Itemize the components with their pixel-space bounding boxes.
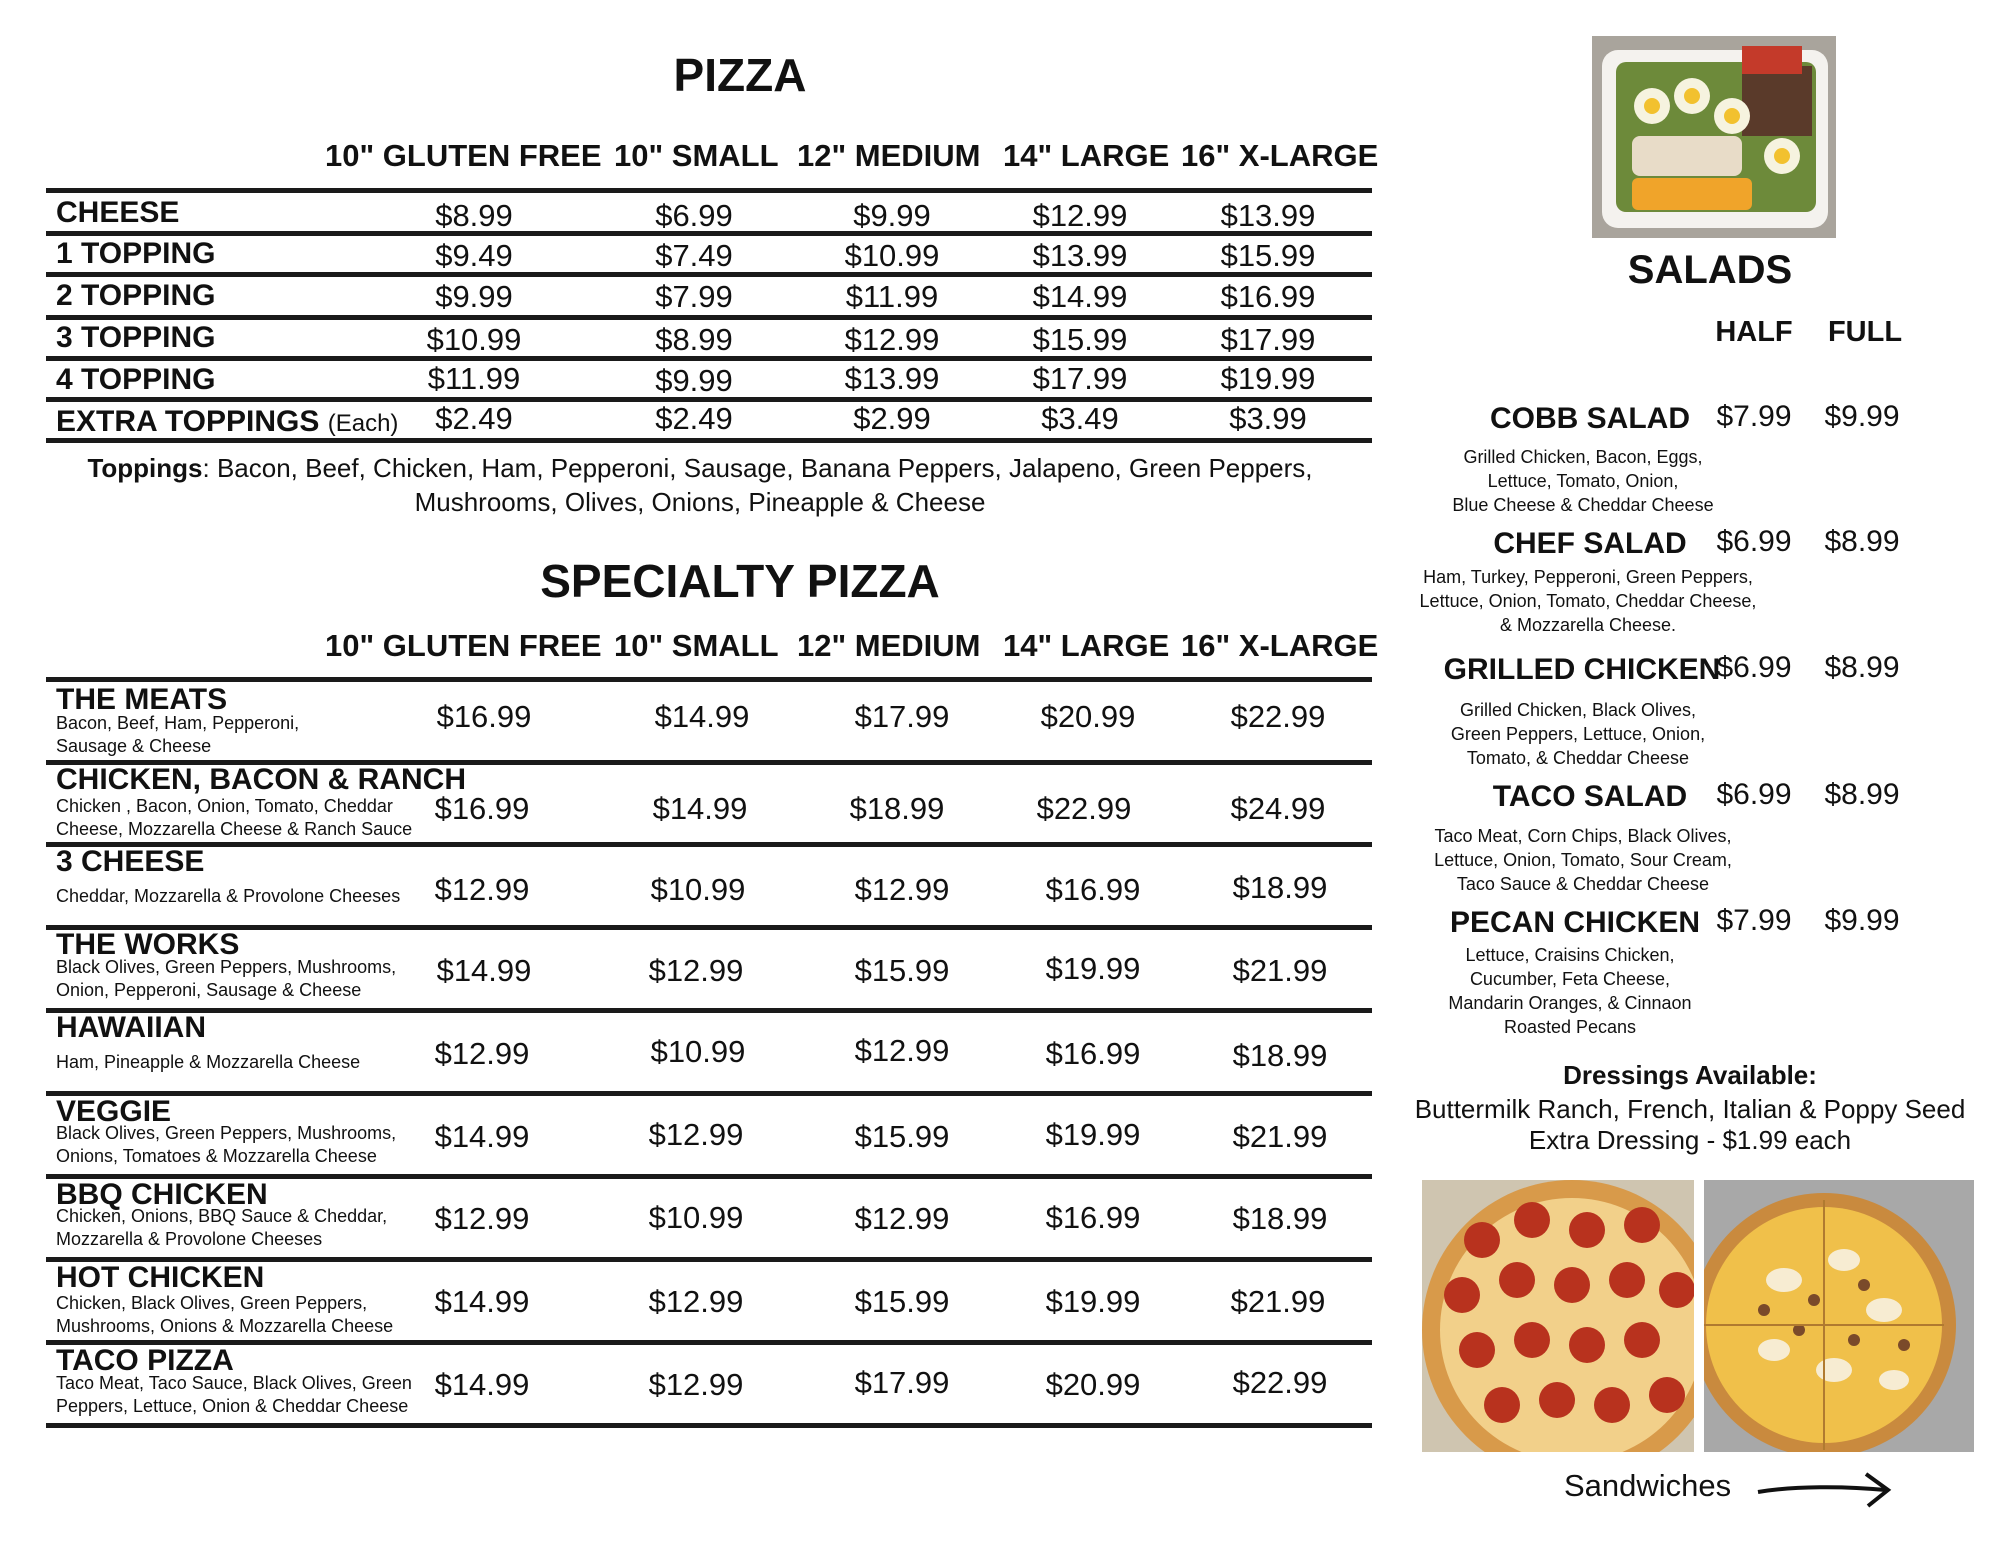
- pizza-price: $8.99: [435, 198, 513, 233]
- desc-line: Onions, Tomatoes & Mozzarella Cheese: [56, 1146, 377, 1166]
- desc-line: Bacon, Beef, Ham, Pepperoni,: [56, 713, 300, 733]
- pizza-price: $8.99: [655, 322, 733, 357]
- pizza-row-label-extra: [56, 405, 398, 439]
- pizza-price: $9.49: [435, 238, 513, 273]
- salad-half-price: $7.99: [1716, 400, 1792, 433]
- pizza-price: $13.99: [1032, 238, 1128, 273]
- salad-name: CHEF SALAD: [1493, 527, 1687, 560]
- desc-line: Black Olives, Green Peppers, Mushrooms,: [56, 957, 397, 977]
- specialty-price: $14.99: [652, 791, 748, 826]
- desc-line: Mozzarella & Provolone Cheeses: [56, 1229, 323, 1249]
- desc-line: Roasted Pecans: [1503, 1017, 1637, 1037]
- desc-line: Sausage & Cheese: [56, 736, 212, 756]
- pizza-price: $13.99: [1220, 198, 1316, 233]
- desc-line: Grilled Chicken, Bacon, Eggs,: [1463, 447, 1703, 467]
- pizza-title: PIZZA: [673, 49, 807, 101]
- next-page-label: Sandwiches: [1564, 1468, 1732, 1503]
- pizza-price: $2.99: [853, 401, 931, 436]
- specialty-rule: [46, 1091, 1372, 1096]
- pizza-price: $6.99: [655, 198, 733, 233]
- salad-name: GRILLED CHICKEN: [1443, 653, 1721, 686]
- specialty-price: $12.99: [854, 1201, 950, 1236]
- specialty-name: HOT CHICKEN: [56, 1261, 265, 1294]
- salad-half-price: $7.99: [1716, 904, 1792, 937]
- desc-line: Taco Sauce & Cheddar Cheese: [1456, 874, 1710, 894]
- specialty-price: $21.99: [1232, 1119, 1328, 1154]
- specialty-title: SPECIALTY PIZZA: [540, 555, 940, 607]
- specialty-price: $24.99: [1230, 791, 1326, 826]
- pizza-price: $13.99: [844, 361, 940, 396]
- pizza-row-label: 2 TOPPING: [56, 279, 216, 312]
- pizza-price: $3.99: [1229, 401, 1307, 436]
- desc-line: Grilled Chicken, Black Olives,: [1459, 700, 1697, 720]
- size-header-gluten-free: 10" GLUTEN FREE: [325, 628, 602, 663]
- specialty-price: $12.99: [648, 953, 744, 988]
- specialty-price: $19.99: [1045, 951, 1141, 986]
- specialty-name: BBQ CHICKEN: [56, 1178, 268, 1211]
- salad-desc: [1408, 824, 1758, 896]
- specialty-price: $12.99: [648, 1367, 744, 1402]
- salad-desc: [1408, 565, 1768, 637]
- pizza-price: $10.99: [426, 322, 522, 357]
- salad-desc: [1413, 445, 1753, 517]
- pizza-price: $19.99: [1220, 361, 1316, 396]
- size-header-xlarge: 16" X-LARGE: [1181, 628, 1379, 663]
- specialty-name: HAWAIIAN: [56, 1011, 206, 1044]
- specialty-desc: [56, 1205, 436, 1251]
- pizza-price: $15.99: [1220, 238, 1316, 273]
- salad-full-price: $8.99: [1824, 525, 1900, 558]
- specialty-price: $12.99: [854, 1033, 950, 1068]
- pizza-row-label: 1 TOPPING: [56, 237, 216, 270]
- specialty-rule-top: [46, 677, 1372, 682]
- specialty-price: $10.99: [650, 872, 746, 907]
- specialty-name: THE WORKS: [56, 928, 240, 961]
- specialty-price: $16.99: [436, 699, 532, 734]
- specialty-desc: [56, 1122, 436, 1168]
- salad-name: COBB SALAD: [1490, 402, 1690, 435]
- specialty-price: $12.99: [434, 1036, 530, 1071]
- desc-line: Onion, Pepperoni, Sausage & Cheese: [56, 980, 362, 1000]
- specialty-desc: [56, 956, 436, 1002]
- pizza-price: $9.99: [435, 279, 513, 314]
- salad-half-price: $6.99: [1716, 778, 1792, 811]
- specialty-price: $15.99: [854, 1284, 950, 1319]
- pizza-price: $12.99: [1032, 198, 1128, 233]
- pizza-row-label: 3 TOPPING: [56, 321, 216, 354]
- pizza-price: $9.99: [853, 198, 931, 233]
- specialty-desc: [56, 1051, 436, 1074]
- desc-line: Chicken, Onions, BBQ Sauce & Cheddar,: [56, 1206, 388, 1226]
- specialty-price: $14.99: [434, 1367, 530, 1402]
- pizza-price: $11.99: [845, 279, 939, 314]
- size-header-gluten-free: 10" GLUTEN FREE: [325, 138, 602, 173]
- pizza-price: $2.49: [435, 401, 513, 436]
- specialty-price: $21.99: [1232, 953, 1328, 988]
- specialty-rule: [46, 842, 1372, 847]
- desc-line: Cheese, Mozzarella Cheese & Ranch Sauce: [56, 819, 413, 839]
- toppings-label: Toppings: [87, 453, 203, 483]
- specialty-price: $20.99: [1045, 1367, 1141, 1402]
- salad-half-price: $6.99: [1716, 525, 1792, 558]
- specialty-price: $16.99: [434, 791, 530, 826]
- desc-line: Taco Meat, Corn Chips, Black Olives,: [1434, 826, 1732, 846]
- pizza-price: $12.99: [844, 322, 940, 357]
- desc-line: Cucumber, Feta Cheese,: [1469, 969, 1671, 989]
- specialty-rule: [46, 925, 1372, 930]
- specialty-name: CHICKEN, BACON & RANCH: [56, 763, 466, 796]
- desc-line: Taco Meat, Taco Sauce, Black Olives, Green: [56, 1373, 412, 1393]
- specialty-price: $18.99: [1232, 870, 1328, 905]
- desc-line: Mushrooms, Onions & Mozzarella Cheese: [56, 1316, 394, 1336]
- specialty-price: $14.99: [654, 699, 750, 734]
- desc-line: Black Olives, Green Peppers, Mushrooms,: [56, 1123, 397, 1143]
- specialty-price: $14.99: [434, 1284, 530, 1319]
- specialty-price: $22.99: [1230, 699, 1326, 734]
- size-header-xlarge: 16" X-LARGE: [1181, 138, 1379, 173]
- pizza-price: $9.99: [655, 363, 733, 398]
- size-header-small: 10" SMALL: [614, 138, 779, 173]
- next-page-link[interactable]: [1564, 1468, 1731, 1504]
- size-header-small: 10" SMALL: [614, 628, 779, 663]
- specialty-price: $18.99: [1232, 1201, 1328, 1236]
- dressings-line-2: Extra Dressing - $1.99 each: [1528, 1125, 1852, 1155]
- specialty-name: VEGGIE: [56, 1095, 172, 1128]
- desc-line: Lettuce, Onion, Tomato, Sour Cream,: [1434, 850, 1732, 870]
- salad-desc: [1408, 698, 1748, 770]
- specialty-price: $12.99: [648, 1117, 744, 1152]
- specialty-price: $12.99: [434, 872, 530, 907]
- desc-line: Tomato, & Cheddar Cheese: [1466, 748, 1690, 768]
- specialty-price: $16.99: [1045, 1200, 1141, 1235]
- dressings-list: [1390, 1094, 1990, 1156]
- specialty-price: $18.99: [849, 791, 945, 826]
- chicken-pizza-photo: [1704, 1180, 1974, 1452]
- specialty-price: $14.99: [434, 1119, 530, 1154]
- pizza-price: $14.99: [1032, 279, 1128, 314]
- specialty-price: $12.99: [434, 1201, 530, 1236]
- desc-line: Mandarin Oranges, & Cinnaon: [1448, 993, 1692, 1013]
- toppings-line-1: [60, 451, 1340, 485]
- specialty-price: $12.99: [648, 1284, 744, 1319]
- specialty-name: THE MEATS: [56, 683, 228, 716]
- pizza-price: $7.99: [655, 279, 733, 314]
- chicken-pizza-icon: [1704, 1180, 1974, 1452]
- salad-full-header: FULL: [1827, 316, 1903, 348]
- desc-line: Chicken, Black Olives, Green Peppers,: [56, 1293, 368, 1313]
- specialty-price: $18.99: [1232, 1038, 1328, 1073]
- desc-line: Lettuce, Onion, Tomato, Cheddar Cheese,: [1419, 591, 1757, 611]
- pizza-price: $17.99: [1032, 361, 1128, 396]
- salads-title: SALADS: [1627, 248, 1793, 292]
- size-header-large: 14" LARGE: [1003, 138, 1170, 173]
- pizza-row-label: CHEESE: [56, 196, 180, 229]
- size-header-medium: 12" MEDIUM: [797, 138, 981, 173]
- cobb-salad-photo: [1592, 36, 1836, 238]
- salad-desc: [1410, 943, 1730, 1039]
- salad-half-header: HALF: [1715, 316, 1793, 348]
- specialty-price: $10.99: [648, 1200, 744, 1235]
- specialty-price: $17.99: [854, 699, 950, 734]
- pepperoni-pizza-icon: [1422, 1180, 1694, 1452]
- desc-line: Ham, Turkey, Pepperoni, Green Peppers,: [1423, 567, 1753, 587]
- salad-full-price: $8.99: [1824, 778, 1900, 811]
- pizza-price: $11.99: [427, 361, 521, 396]
- salad-full-price: $9.99: [1824, 400, 1900, 433]
- specialty-price: $17.99: [854, 1365, 950, 1400]
- pepperoni-pizza-photo: [1422, 1180, 1694, 1452]
- salad-full-price: $9.99: [1824, 904, 1900, 937]
- pizza-price: $3.49: [1041, 401, 1119, 436]
- pizza-price: $10.99: [844, 238, 940, 273]
- pizza-price: $17.99: [1220, 322, 1316, 357]
- specialty-price: $16.99: [1045, 872, 1141, 907]
- specialty-price: $22.99: [1232, 1365, 1328, 1400]
- pizza-price: $16.99: [1220, 279, 1316, 314]
- desc-line: Ham, Pineapple & Mozzarella Cheese: [56, 1052, 361, 1072]
- desc-line: & Mozzarella Cheese.: [1499, 615, 1677, 635]
- specialty-rule: [46, 1008, 1372, 1013]
- specialty-price: $20.99: [1040, 699, 1136, 734]
- toppings-list: [60, 451, 1340, 519]
- toppings-line-2: Mushrooms, Olives, Onions, Pineapple & Cheese: [414, 487, 986, 517]
- specialty-name: TACO PIZZA: [56, 1344, 234, 1377]
- specialty-price: $15.99: [854, 953, 950, 988]
- salad-photo-icon: [1592, 36, 1836, 238]
- desc-line: Chicken , Bacon, Onion, Tomato, Cheddar: [56, 796, 393, 816]
- size-header-large: 14" LARGE: [1003, 628, 1170, 663]
- specialty-name: 3 CHEESE: [56, 845, 205, 878]
- arrow-right-icon: [1754, 1470, 1894, 1510]
- specialty-price: $14.99: [436, 953, 532, 988]
- specialty-rule: [46, 1340, 1372, 1345]
- specialty-price: $19.99: [1045, 1117, 1141, 1152]
- specialty-price: $19.99: [1045, 1284, 1141, 1319]
- extra-toppings-label: EXTRA TOPPINGS: [56, 405, 320, 438]
- pizza-rule: [46, 315, 1372, 320]
- specialty-price: $21.99: [1230, 1284, 1326, 1319]
- pizza-price: $15.99: [1032, 322, 1128, 357]
- size-header-medium: 12" MEDIUM: [797, 628, 981, 663]
- salad-name: PECAN CHICKEN: [1449, 906, 1701, 939]
- specialty-price: $22.99: [1036, 791, 1132, 826]
- specialty-desc: [56, 712, 436, 758]
- salad-name: TACO SALAD: [1492, 780, 1688, 813]
- specialty-rule-bottom: [46, 1423, 1372, 1428]
- desc-line: Green Peppers, Lettuce, Onion,: [1450, 724, 1706, 744]
- specialty-price: $12.99: [854, 872, 950, 907]
- specialty-price: $15.99: [854, 1119, 950, 1154]
- desc-line: Blue Cheese & Cheddar Cheese: [1452, 495, 1714, 515]
- pizza-price: $7.49: [655, 238, 733, 273]
- pizza-row-label: 4 TOPPING: [56, 363, 216, 396]
- pizza-price: $2.49: [655, 401, 733, 436]
- desc-line: Lettuce, Tomato, Onion,: [1487, 471, 1679, 491]
- specialty-price: $10.99: [650, 1034, 746, 1069]
- desc-line: Cheddar, Mozzarella & Provolone Cheeses: [56, 886, 401, 906]
- dressings-line-1: Buttermilk Ranch, French, Italian & Poppy Seed: [1414, 1094, 1966, 1124]
- pizza-rule-top: [46, 188, 1372, 193]
- specialty-price: $16.99: [1045, 1036, 1141, 1071]
- toppings-text: : Bacon, Beef, Chicken, Ham, Pepperoni, Sausage, Banana Peppers, Jalapeno, Green Peppers,: [202, 453, 1313, 483]
- salad-full-price: $8.99: [1824, 651, 1900, 684]
- salad-half-price: $6.99: [1716, 651, 1792, 684]
- extra-toppings-note: (Each): [327, 410, 399, 437]
- desc-line: Lettuce, Craisins Chicken,: [1465, 945, 1675, 965]
- desc-line: Peppers, Lettuce, Onion & Cheddar Cheese: [56, 1396, 409, 1416]
- dressings-title: Dressings Available:: [1563, 1060, 1817, 1090]
